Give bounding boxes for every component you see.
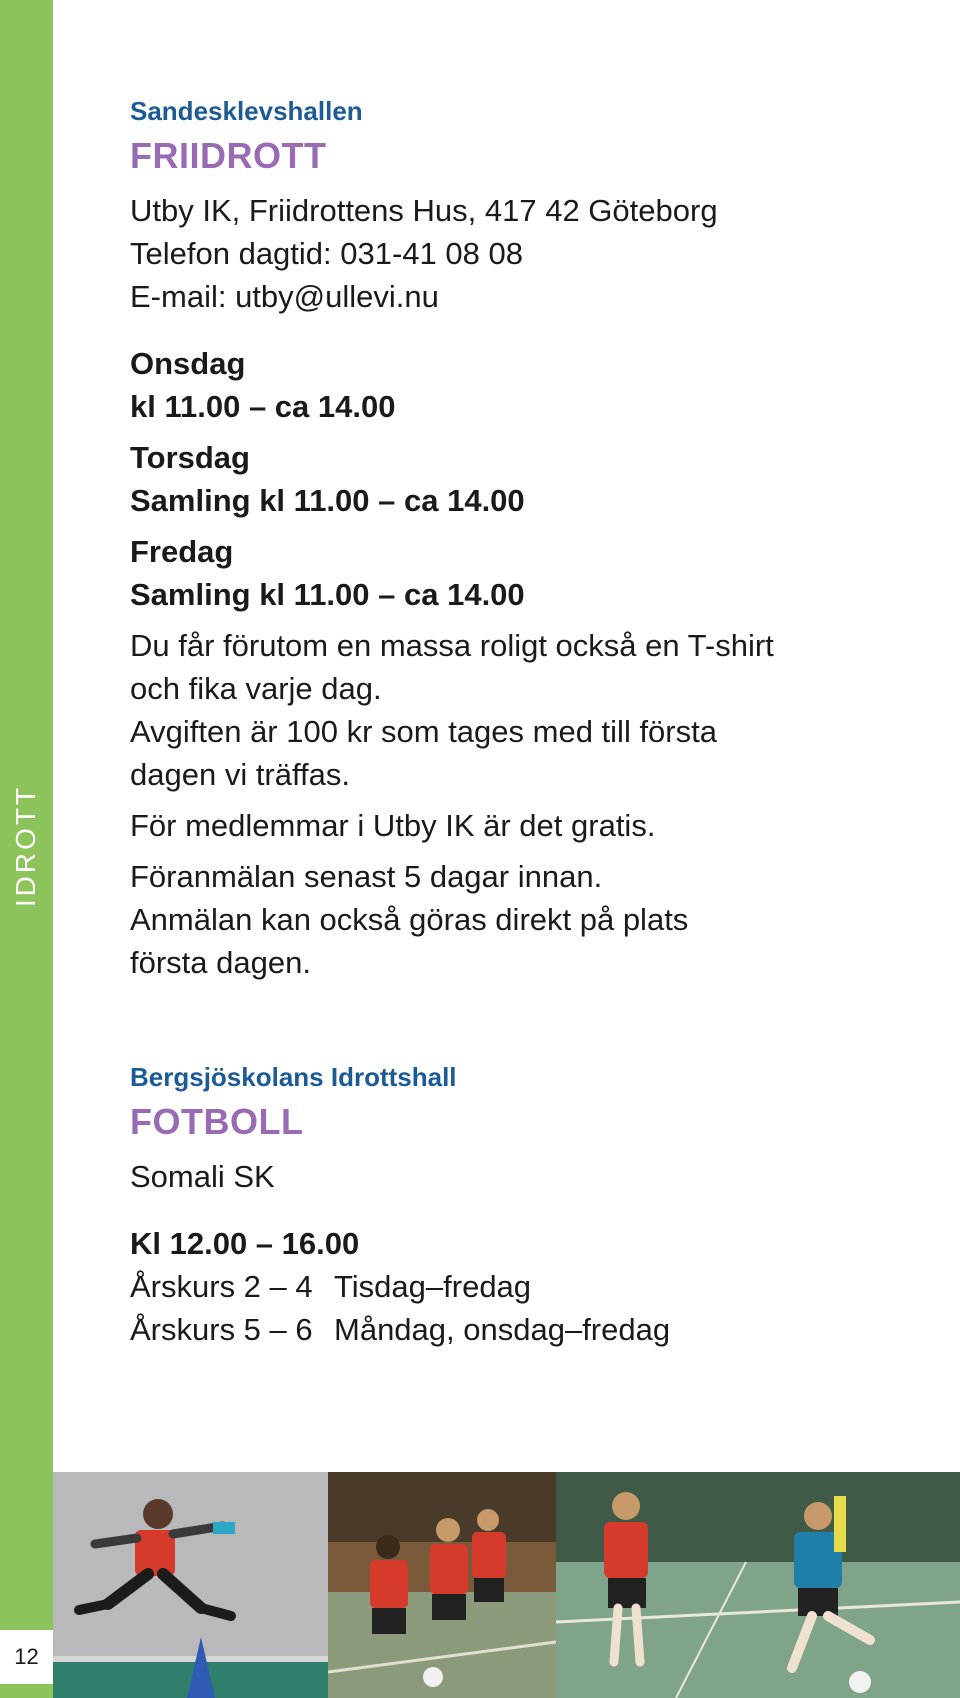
section-label: IDROTT [10, 784, 41, 908]
sport-heading: FOTBOLL [130, 1101, 304, 1142]
side-color-bar [0, 0, 53, 1698]
page-number: 12 [0, 1630, 53, 1684]
photo-strip [53, 1472, 960, 1698]
grade-label: Årskurs 2 – 4 [130, 1269, 313, 1304]
venue-title: Bergsjöskolans Idrottshall [130, 1062, 457, 1092]
main-content [130, 96, 930, 1351]
venue-title: Sandesklevshallen [130, 96, 363, 126]
session-time: Kl 12.00 – 16.00 [130, 1226, 360, 1261]
sport-heading: FRIIDROTT [130, 135, 327, 176]
schedule-time: kl 11.00 – ca 14.00 [130, 389, 396, 424]
contact-phone: Telefon dagtid: 031-41 08 08 [130, 236, 523, 271]
info-line: Du får förutom en massa roligt också en T-shirt [130, 628, 774, 663]
contact-email: E-mail: utby@ullevi.nu [130, 279, 439, 314]
info-line: dagen vi träffas. [130, 757, 351, 792]
info-line: och fika varje dag. [130, 671, 382, 706]
info-line: Föranmälan senast 5 dagar innan. [130, 859, 603, 894]
kicking-player-photo [556, 1472, 960, 1698]
club-name: Somali SK [130, 1159, 275, 1194]
grade-days: Måndag, onsdag–fredag [334, 1312, 671, 1347]
info-line: Anmälan kan också göras direkt på plats [130, 902, 689, 937]
schedule-time: Samling kl 11.00 – ca 14.00 [130, 577, 525, 612]
info-line: Avgiften är 100 kr som tages med till första [130, 714, 717, 749]
indoor-football-group-photo [328, 1472, 556, 1698]
schedule-time: Samling kl 11.00 – ca 14.00 [130, 483, 525, 518]
grade-row [130, 1265, 930, 1308]
grade-label: Årskurs 5 – 6 [130, 1312, 313, 1347]
info-line: första dagen. [130, 945, 311, 980]
schedule-day: Torsdag [130, 440, 250, 475]
schedule-day: Fredag [130, 534, 234, 569]
grade-days: Tisdag–fredag [334, 1269, 532, 1304]
grade-row [130, 1308, 930, 1351]
contact-address: Utby IK, Friidrottens Hus, 417 42 Göteborg [130, 193, 718, 228]
friidrott-section [130, 96, 930, 984]
jumping-child-photo [53, 1472, 328, 1698]
fotboll-section [130, 1062, 930, 1351]
schedule-day: Onsdag [130, 346, 246, 381]
info-line: För medlemmar i Utby IK är det gratis. [130, 808, 656, 843]
